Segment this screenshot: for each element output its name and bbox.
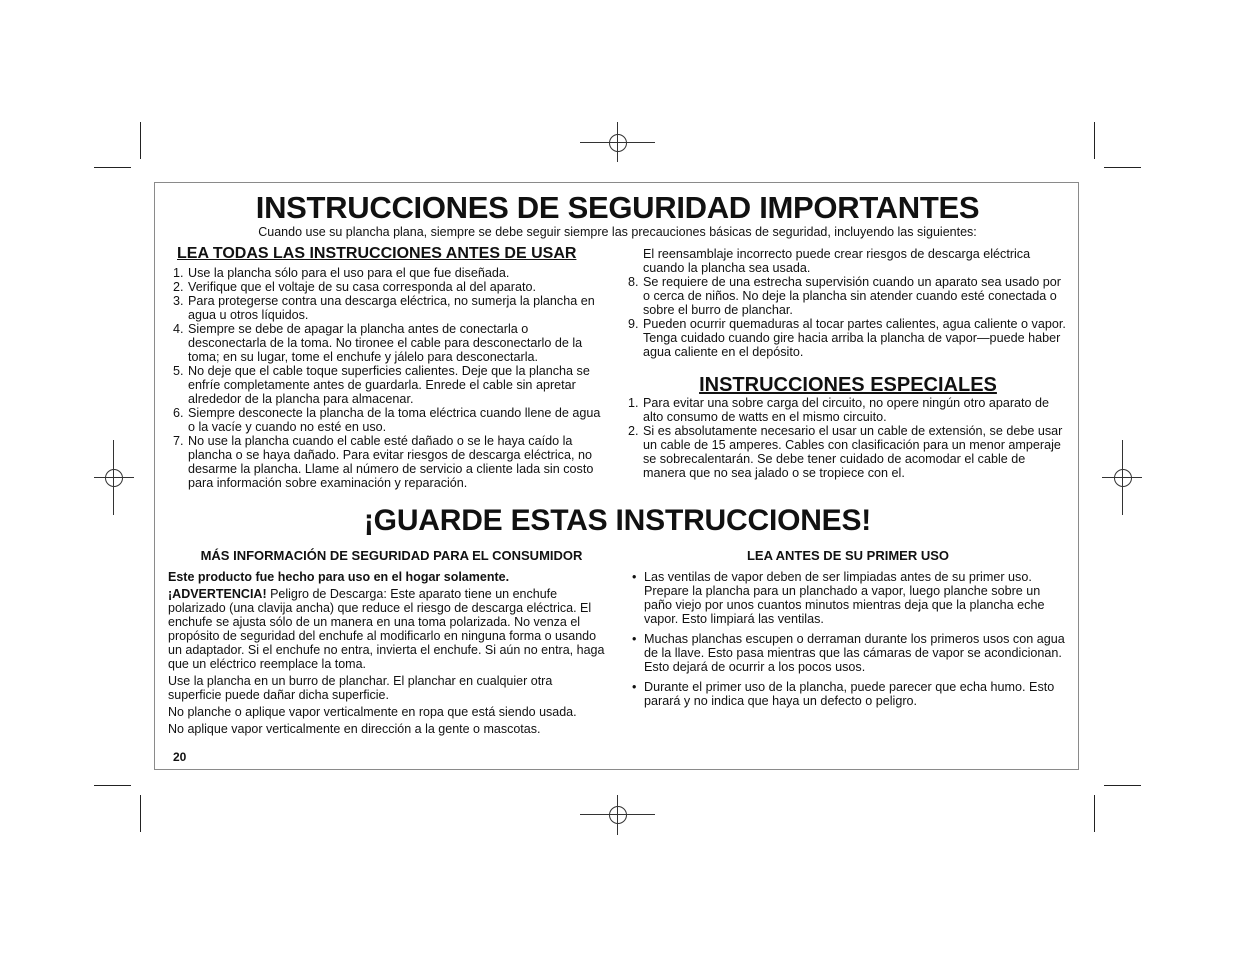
page-number: 20 xyxy=(173,750,187,764)
crop-mark xyxy=(1104,167,1141,168)
first-use-heading: LEA ANTES DE SU PRIMER USO xyxy=(746,548,949,563)
list-item: • Durante el primer uso de la plancha, puede parecer que echa humo. Esto parará y no indica que haya un defecto o peligro. xyxy=(632,680,1055,708)
consumer-paragraph: No aplique vapor verticalmente en dirección a la gente o mascotas. xyxy=(168,722,541,736)
list-item: 2. Si es absolutamente necesario el usar un cable de extensión, se debe usar un cable de 15 amperes. Cables con clasificación para un menor amperaje se sobrecalentarán. Se debe tener cuidado de acomodar el cable de manera que no sea jalado o se tropiece con el. xyxy=(628,424,1063,480)
consumer-body xyxy=(168,570,608,739)
page-title: INSTRUCCIONES DE SEGURIDAD IMPORTANTES xyxy=(255,190,980,225)
warning-text: Peligro de Descarga: Este aparato tiene un enchufe polarizado (una clavija ancha) que reduce el riesgo de descarga eléctrica. El enchufe se ajusta sólo de un manera en una toma polarizada. No venza el propósito de seguridad del enchufe al modificarlo en ninguna forma o usando un adaptador. Si el enchufe no entra, invierta el enchufe. Si aún no entra, haga que un eléctrico reemplace la toma. xyxy=(168,587,605,671)
crop-mark xyxy=(140,795,141,832)
list-item: 4. Siempre se debe de apagar la plancha antes de conectarla o desconectarla de la toma. No tironee el cable para desconectarlo de la toma; en su lugar, tome el enchufe y jálelo para desconectarla. xyxy=(173,322,583,364)
crop-mark xyxy=(94,785,131,786)
intro-text: Cuando use su plancha plana, siempre se debe seguir siempre las precauciones básicas de seguridad, incluyendo las siguientes: xyxy=(258,225,977,239)
read-all-list-continued xyxy=(628,275,1068,359)
crop-mark xyxy=(1094,795,1095,832)
read-all-heading: LEA TODAS LAS INSTRUCCIONES ANTES DE USAR xyxy=(177,245,577,262)
crop-mark xyxy=(94,167,131,168)
special-heading: INSTRUCCIONES ESPECIALES xyxy=(699,374,997,396)
list-item: • Las ventilas de vapor deben de ser limpiadas antes de su primer uso. Prepare la plancha para un planchado a vapor, luego planche sobre un paño viejo por unos cuantos minutos mientras deja que la plancha eche vapor. Esto limpiará las ventilas. xyxy=(632,570,1045,626)
list-item: 3. Para protegerse contra una descarga eléctrica, no sumerja la plancha en agua u otros líquidos. xyxy=(173,294,595,322)
consumer-heading: MÁS INFORMACIÓN DE SEGURIDAD PARA EL CONSUMIDOR xyxy=(200,548,583,563)
crop-mark xyxy=(140,122,141,159)
list-item: • Muchas planchas escupen o derraman durante los primeros usos con agua de la llave. Esto pasa mientras que las cámaras de vapor se acondicionan. Esto dejará de ocurrir a los pocos usos. xyxy=(632,632,1065,674)
list-item: 7. No use la plancha cuando el cable esté dañado o se le haya caído la plancha o se haya dañado. Para evitar riesgos de descarga eléctrica, no desarme la plancha. Llame al número de servicio a cliente lada sin costo para información sobre examinación y reparación. xyxy=(173,434,594,490)
list-item: 1. Use la plancha sólo para el uso para el que fue diseñada. xyxy=(173,266,510,280)
warning-label: ¡ADVERTENCIA! xyxy=(168,587,267,601)
list-item: 8. Se requiere de una estrecha supervisión cuando un aparato sea usado por o cerca de niños. No deje la plancha sin atender cuando esté conectada o sobre el burro de planchar. xyxy=(628,275,1061,317)
read-all-list xyxy=(173,266,610,490)
first-use-list xyxy=(632,570,1070,714)
list-item: 5. No deje que el cable toque superficies calientes. Deje que la plancha se enfríe completamente antes de guardarla. Enrede el cable sin apretar alrededor de la plancha para almacenar. xyxy=(173,364,590,406)
crop-mark xyxy=(1104,785,1141,786)
list-item: 2. Verifique que el voltaje de su casa corresponda al del aparato. xyxy=(173,280,536,294)
household-note: Este producto fue hecho para uso en el hogar solamente. xyxy=(168,570,510,584)
list-item: 6. Siempre desconecte la plancha de la toma eléctrica cuando llene de agua o la vacíe y cuando no esté en uso. xyxy=(173,406,601,434)
special-list xyxy=(628,396,1068,480)
crop-mark xyxy=(1094,122,1095,159)
read-all-continuation: El reensamblaje incorrecto puede crear riesgos de descarga eléctrica cuando la plancha sea usada. xyxy=(643,247,1031,275)
warning-paragraph xyxy=(168,587,608,671)
list-item: 9. Pueden ocurrir quemaduras al tocar partes calientes, agua caliente o vapor. Tenga cuidado cuando gire hacia arriba la plancha de vapor—puede haber agua caliente en el depósito. xyxy=(628,317,1066,359)
list-item: 1. Para evitar una sobre carga del circuito, no opere ningún otro aparato de alto consumo de watts en el mismo circuito. xyxy=(628,396,1050,424)
consumer-paragraph: No planche o aplique vapor verticalmente en ropa que está siendo usada. xyxy=(168,705,577,719)
consumer-paragraph: Use la plancha en un burro de planchar. El planchar en cualquier otra superficie puede dañar dicha superficie. xyxy=(168,674,553,702)
save-instructions-title: ¡GUARDE ESTAS INSTRUCCIONES! xyxy=(363,504,872,537)
